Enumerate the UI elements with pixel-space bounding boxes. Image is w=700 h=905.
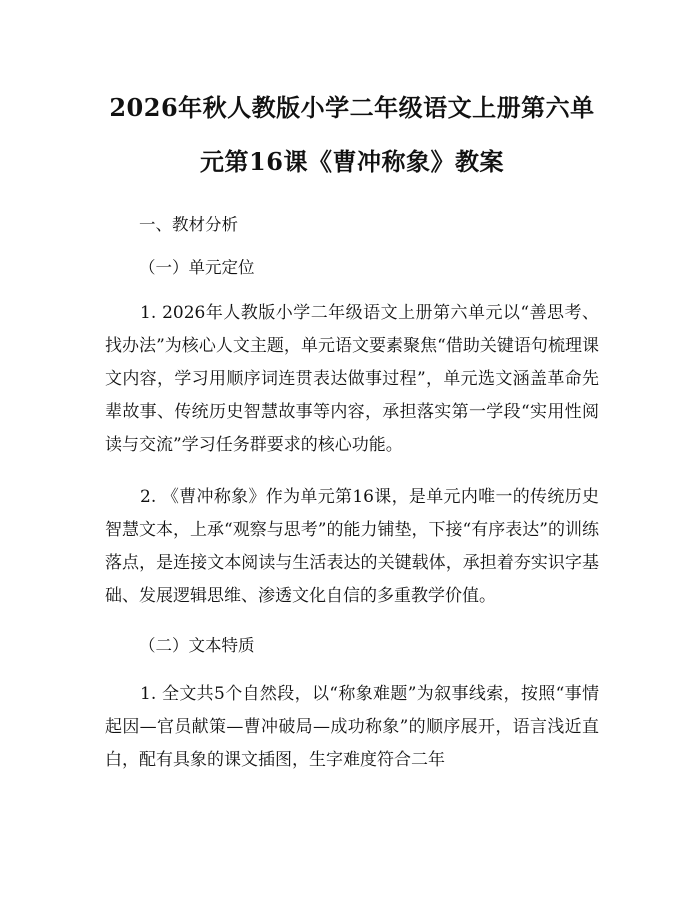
subsection-heading-unit-positioning: （一）单元定位: [139, 258, 255, 277]
paragraph-unit-positioning-1: 1. 2026年人教版小学二年级语文上册第六单元以“善思考、找办法”为核心人文主题，单元语文要素聚焦“借助关键语句梳理课文内容，学习用顺序词连贯表达做事过程”，单元选文涵盖革命先辈故事、传统历史智慧故事等内容，承担落实第一学段“实用性阅读与交流”学习任务群要求的核心功能。: [105, 303, 599, 455]
paragraph-unit-positioning-2: 2. 《曹冲称象》作为单元第16课，是单元内唯一的传统历史智慧文本，上承“观察与思考”的能力铺垫，下接“有序表达”的训练落点，是连接文本阅读与生活表达的关键载体，承担着夯实识字基础、发展逻辑思维、渗透文化自信的多重教学价值。: [105, 487, 599, 606]
title-line-1: 2026年秋人教版小学二年级语文上册第六单: [109, 93, 595, 122]
subsection-heading-text-features: （二）文本特质: [139, 636, 255, 655]
document-title: [105, 0, 599, 189]
title-line-2: 元第16课《曹冲称象》教案: [200, 147, 504, 176]
paragraph-text-features-1: 1. 全文共5个自然段，以“称象难题”为叙事线索，按照“事情起因—官员献策—曹冲破局—成功称象”的顺序展开，语言浅近直白，配有具象的课文插图，生字难度符合二年: [105, 684, 599, 770]
section-heading-teaching-material-analysis: 一、教材分析: [139, 215, 238, 234]
